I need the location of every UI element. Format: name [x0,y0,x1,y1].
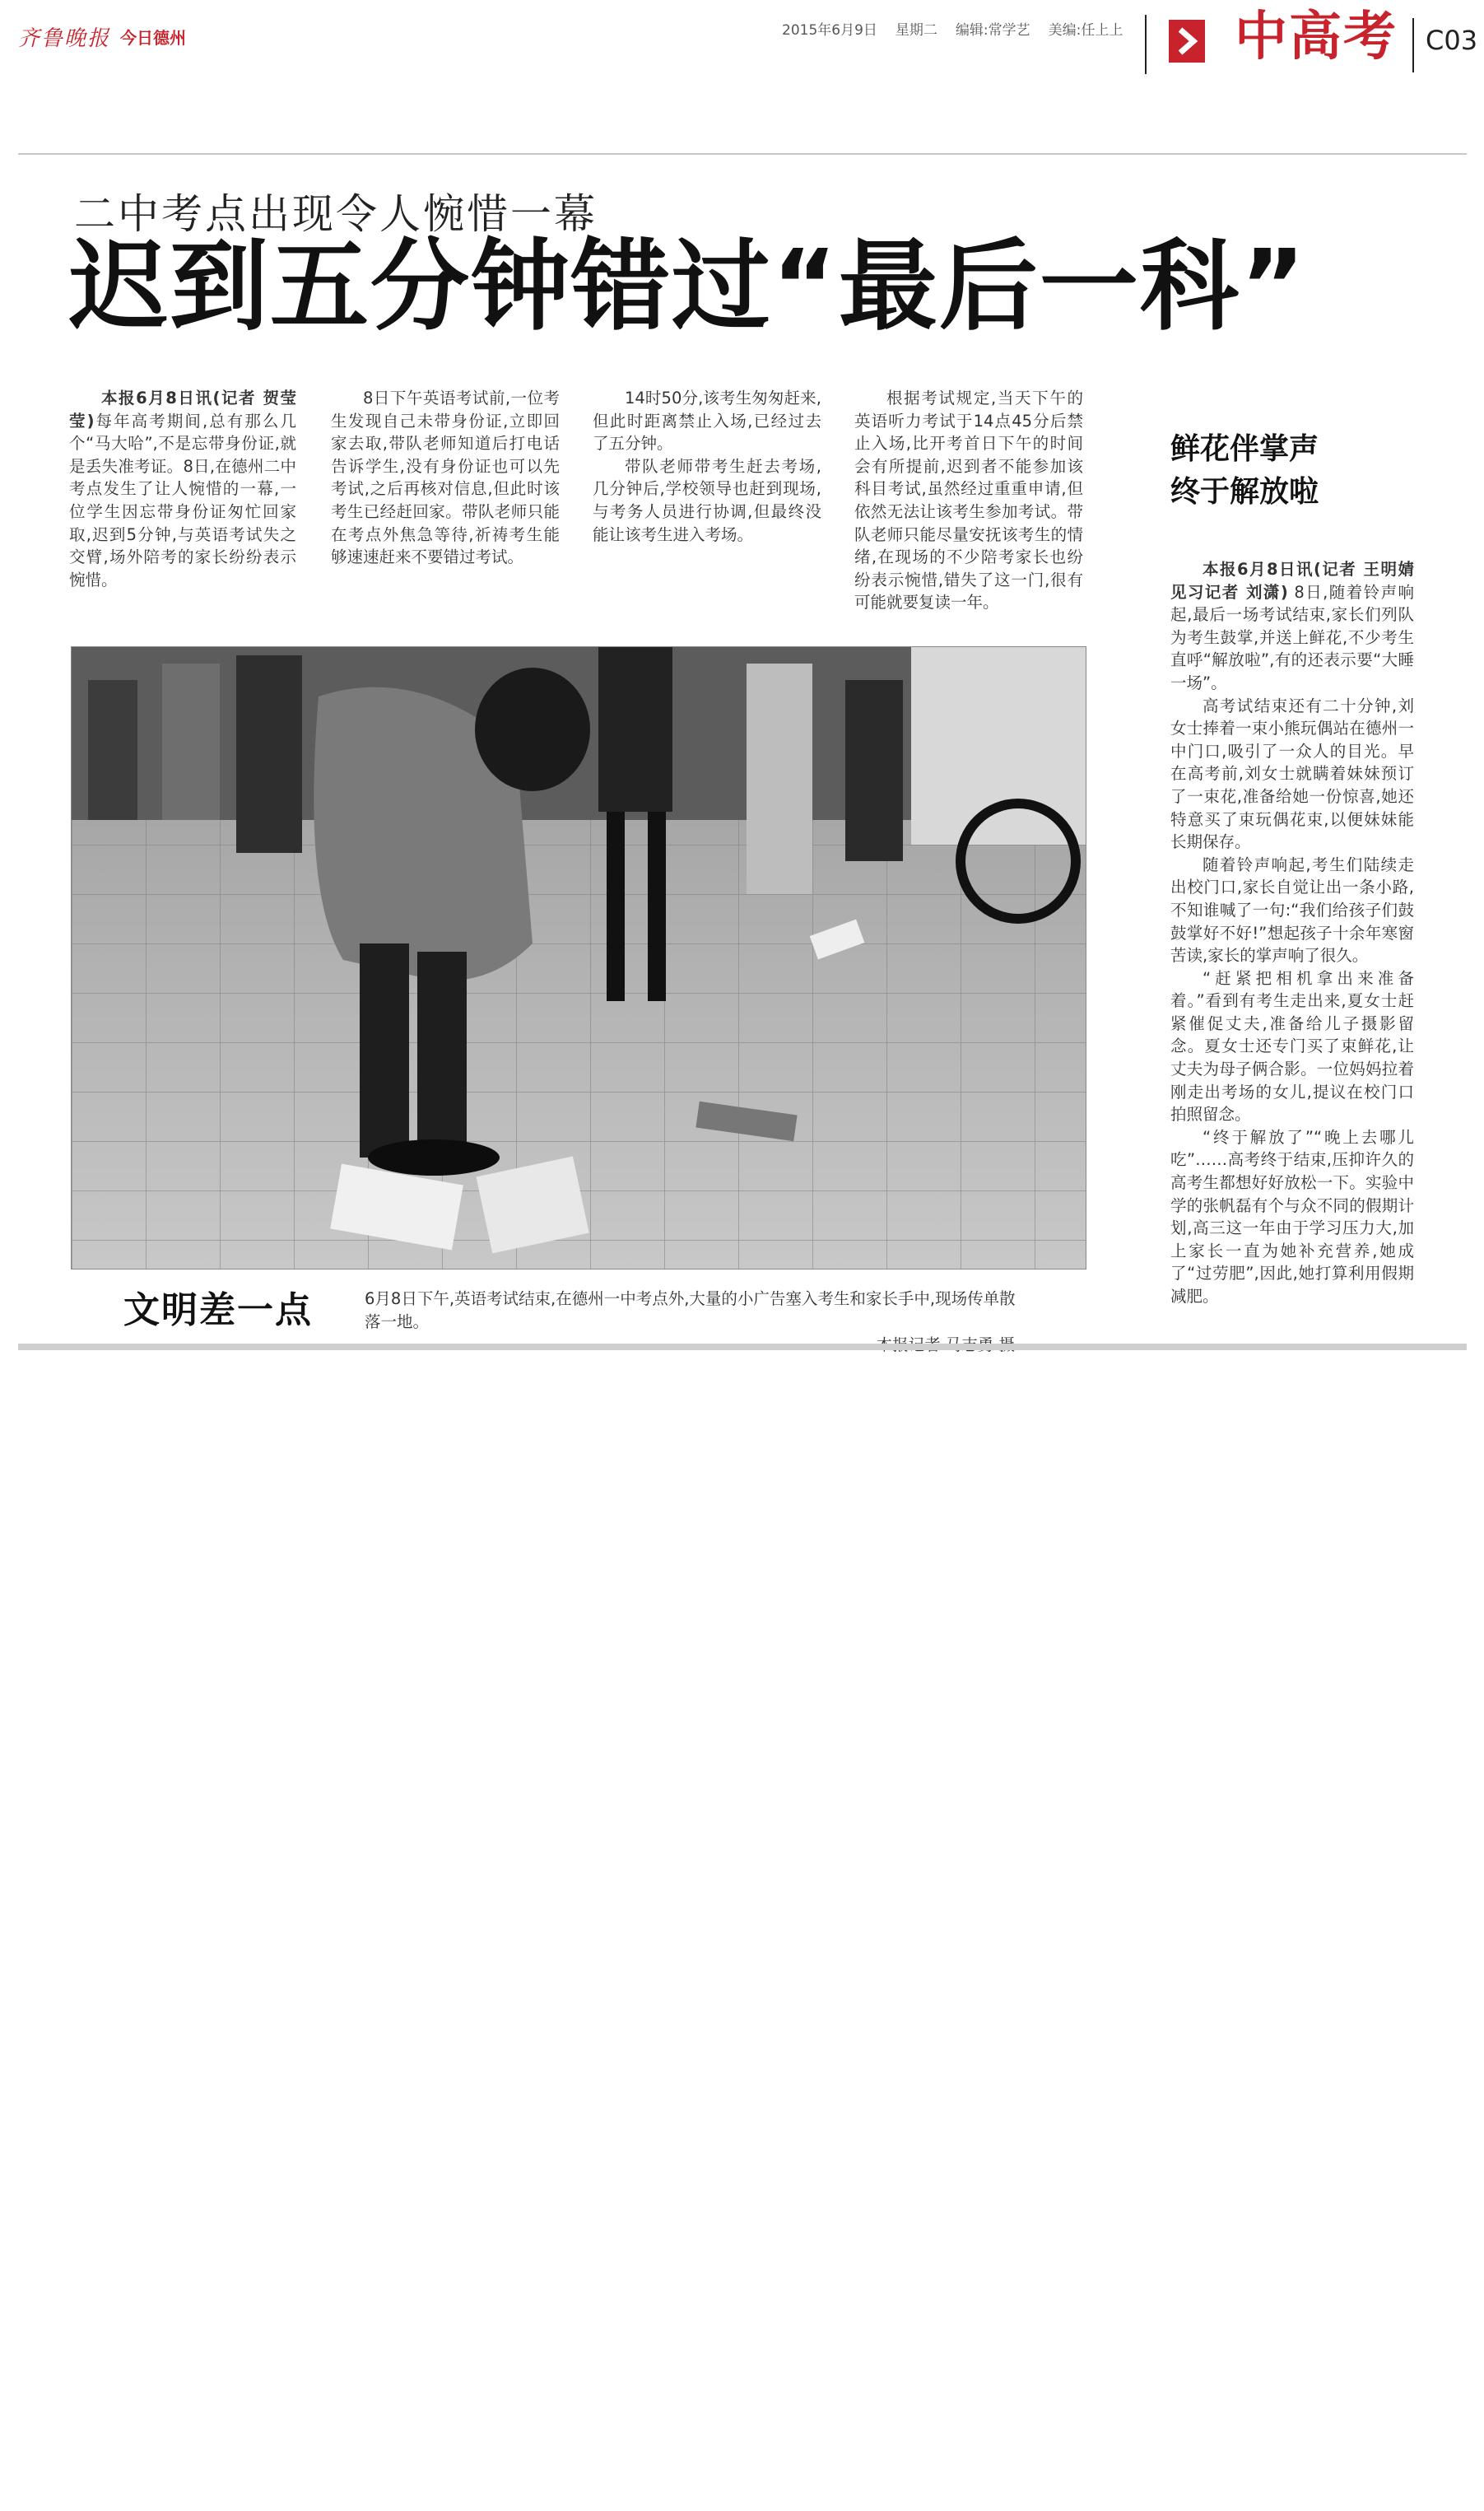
photo-caption-title: 文明差一点 [123,1289,313,1331]
sidebar-title-line: 终于解放啦 [1170,475,1319,509]
sidebar-byline: 本报6月8日讯(记者 王明婧 见习记者 刘潇) [1170,560,1414,602]
article-byline: 本报6月8日讯(记者 贺莹莹) [69,389,296,431]
article-paragraph: 8日下午英语考试前,一位考生发现自己未带身份证,立即回家去取,带队老师知道后打电话告诉学生,没有身份证也可以先考试,之后再核对信息,但此时该考生已经赶回家。带队老师只能在考点外焦急等待,祈祷考生能够速速赶来不要错过考试。 [331,389,560,567]
sidebar-article [1170,558,1414,1308]
section-title: 中高考 [1235,7,1398,68]
article-paragraph: 每年高考期间,总有那么几个“马大哈”,不是忘带身份证,就是丢失准考证。8日,在德州二中考点发生了让人惋惜的一幕,一位学生因忘带身份证匆忙回家取,迟到5分钟,与英语考试失之交臂,场外陪考的家长纷纷表示惋惜。 [69,411,296,589]
article-column-4 [854,387,1083,614]
article-paragraph: 14时50分,该考生匆匆赶来,但此时距离禁止入场,已经过去了五分钟。 [593,389,821,454]
news-photo [71,646,1086,1269]
issue-meta [782,18,1123,39]
designer-credit: 美编:任上上 [1048,22,1123,39]
edition-name: 今日德州 [120,27,187,48]
bottom-rule [18,1344,1467,1350]
sidebar-paragraph: 高考试结束还有二十分钟,刘女士捧着一束小熊玩偶站在德州一中门口,吸引了一众人的目光。早在高考前,刘女士就瞒着妹妹预订了一束花,准备给她一份惊喜,她还特意买了束玩偶花束,以便妹妹能长期保存。 [1170,696,1414,852]
sidebar-paragraph: 随着铃声响起,考生们陆续走出校门口,家长自觉让出一条小路,不知谁喊了一句:“我们给孩子们鼓鼓掌好不好!”想起孩子十余年寒窗苦读,家长的掌声响了很久。 [1170,855,1414,966]
header-divider [1145,15,1147,74]
article-column-2 [331,387,560,569]
page-number: C03 [1426,25,1478,56]
issue-date: 2015年6月9日 [782,22,877,39]
sidebar-title [1170,428,1319,514]
article-headline: 迟到五分钟错过“最后一科” [69,230,1307,344]
issue-weekday: 星期二 [895,22,937,39]
page-divider [1412,18,1414,72]
top-rule [18,153,1467,155]
sidebar-paragraph: “赶紧把相机拿出来准备着。”看到有考生走出来,夏女士赶紧催促丈夫,准备给儿子摄影留念。夏女士还专门买了束鲜花,让丈夫为母子俩合影。一位妈妈拉着刚走出考场的女儿,提议在校门口拍照留念。 [1170,968,1414,1125]
article-paragraph: 根据考试规定,当天下午的英语听力考试于14点45分后禁止入场,比开考首日下午的时间会有所提前,迟到者不能参加该科目考试,虽然经过重重申请,但依然无法让该考生参加考试。带队老师只能尽量安抚该考生的情绪,在现场的不少陪考家长也纷纷表示惋惜,错失了这一门,很有可能就要复读一年。 [854,389,1083,613]
editor-credit: 编辑:常学艺 [955,22,1030,39]
news-photo-image [72,647,1086,1269]
sidebar-paragraph: 8日,随着铃声响起,最后一场考试结束,家长们列队为考生鼓掌,并送上鲜花,不少考生直呼“解放啦”,有的还表示要“大睡一场”。 [1170,582,1415,692]
article-paragraph: 带队老师带考生赶去考场,几分钟后,学校领导也赶到现场,与考务人员进行协调,但最终没能让该考生进入考场。 [593,456,821,544]
sidebar-title-line: 鲜花伴掌声 [1170,432,1319,466]
photo-caption-text: 6月8日下午,英语考试结束,在德州一中考点外,大量的小广告塞入考生和家长手中,现场传单散落一地。 [365,1289,1016,1331]
newspaper-logo: 齐鲁晚报 [18,26,111,51]
section-flag-icon [1169,20,1205,63]
article-column-3 [593,387,821,546]
article-kicker: 二中考点出现令人惋惜一幕 [74,190,598,238]
sidebar-paragraph: “终于解放了”“晚上去哪儿吃”……高考终于结束,压抑许久的高考生都想好好放松一下。实验中学的张帆磊有个与众不同的假期计划,高三这一年由于学习压力大,加上家长一直为她补充营养,她成了“过劳肥”,因此,她打算利用假期减肥。 [1170,1127,1414,1306]
article-column-1 [69,387,296,591]
masthead [18,20,186,53]
